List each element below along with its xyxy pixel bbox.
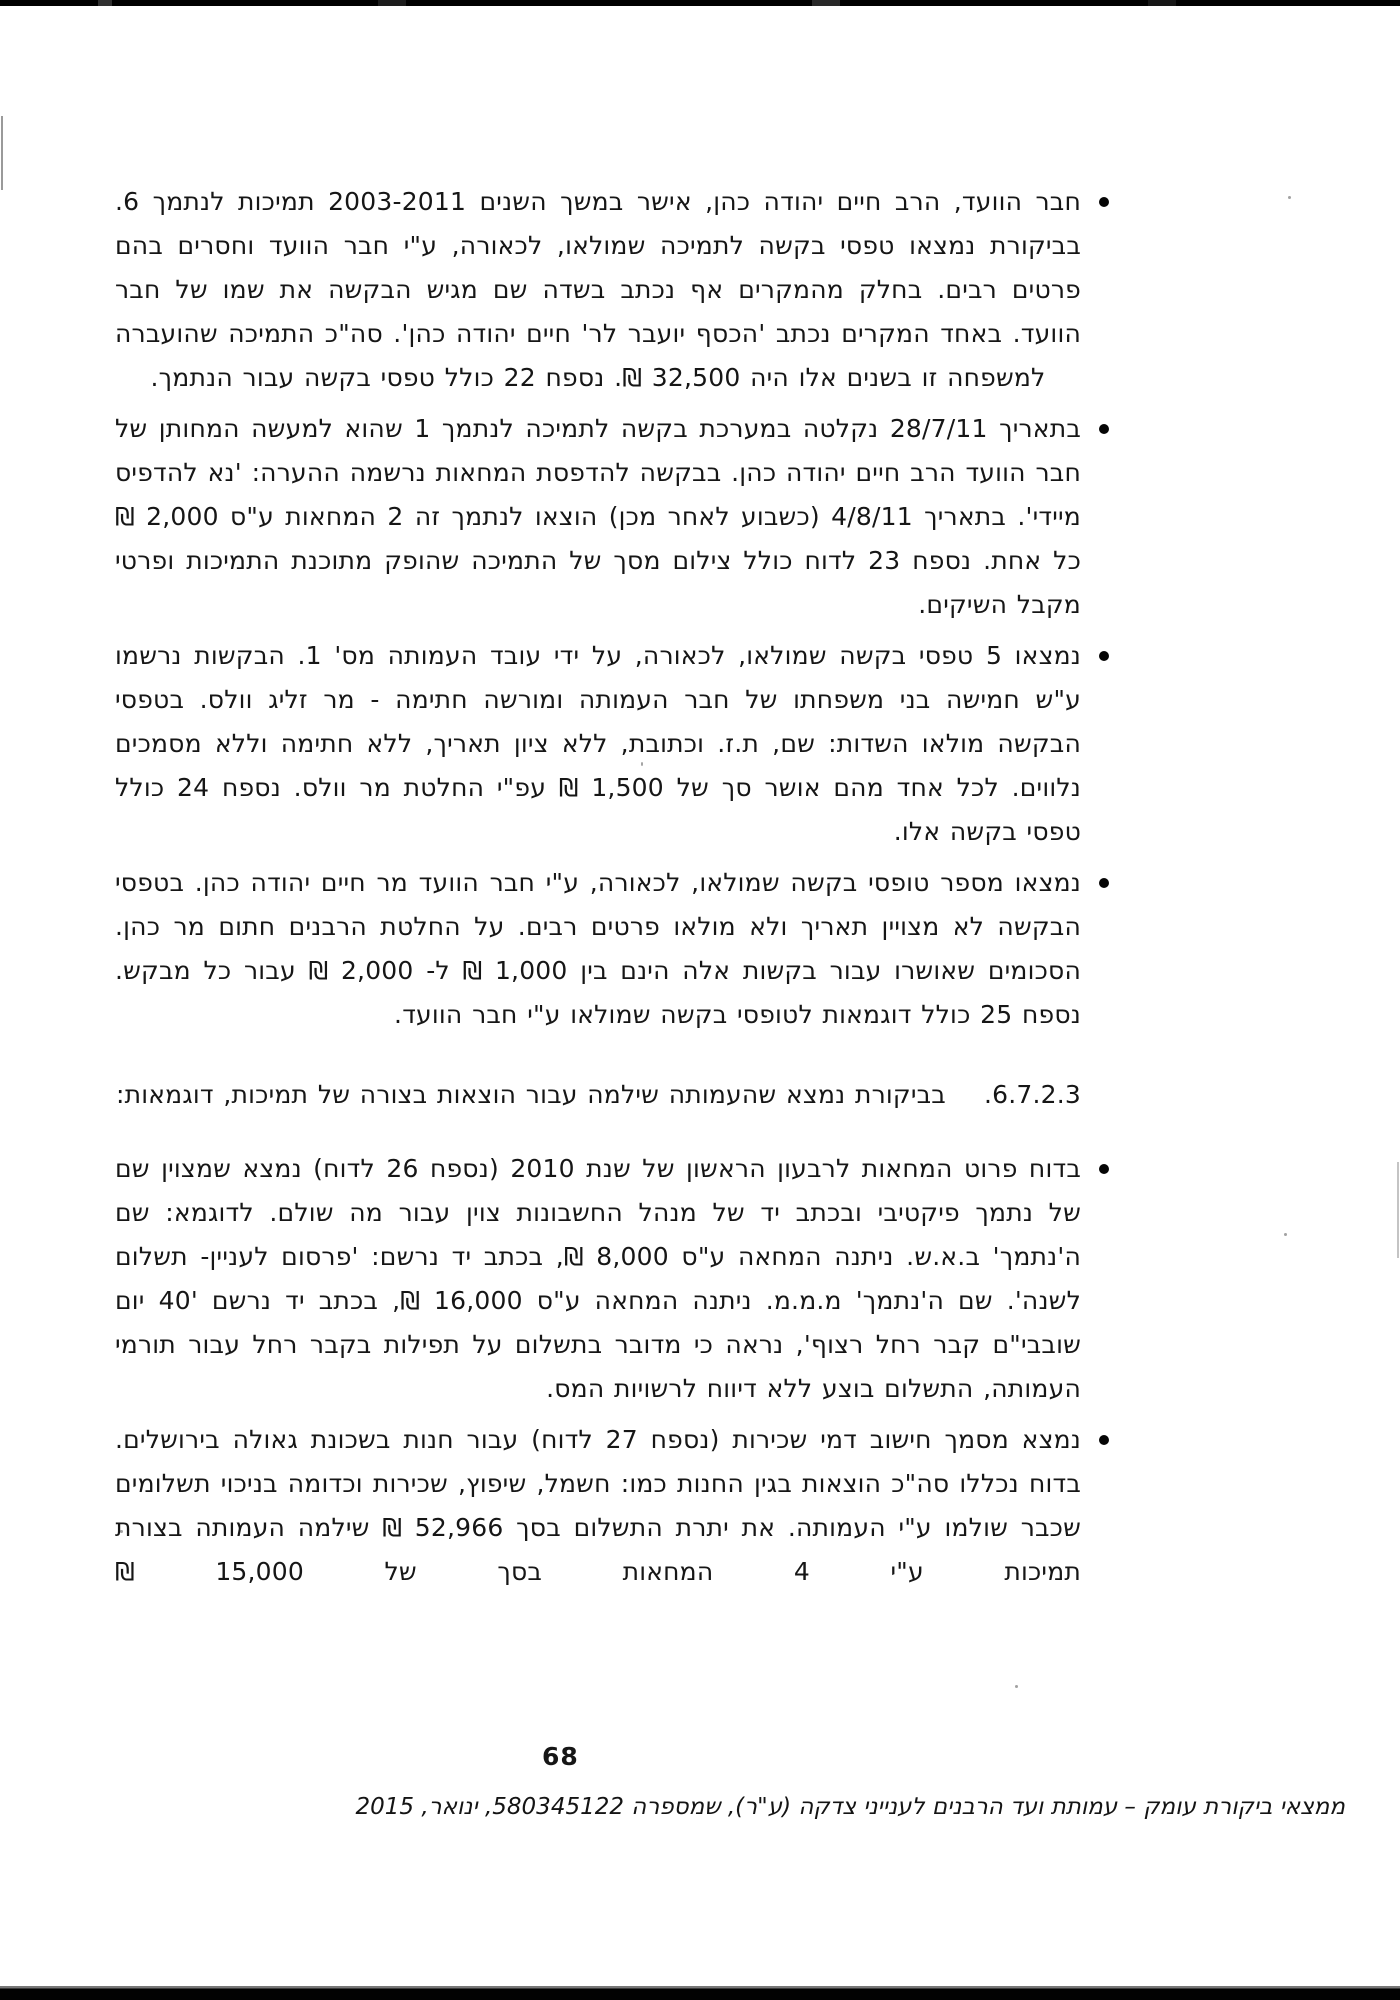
paragraph: נמצאו מספר טופסי בקשה שמולאו, לכאורה, ע"י חבר הוועד מר חיים יהודה כהן. בטפסי הבקשה לא מצויין תאריך ולא מולאו פרטים רבים. על החלטת הרבנים חתום מר כהן. הסכומים שאושרו עבור בקשות אלה הינם בין 1,000 ₪ ל- 2,000 ₪ עבור כל מבקש. נספח 25 כולל דוגמאות לטופסי בקשה שמולאו ע"י חבר הוועד.: [115, 868, 1081, 1029]
scan-artifact-top-edge: [0, 0, 1400, 6]
section-text: בביקורת נמצא שהעמותה שילמה עבור הוצאות בצורה של תמיכות, דוגמאות:: [116, 1080, 946, 1109]
paragraph: נמצא מסמך חישוב דמי שכירות (נספח 27 לדוח) עבור חנות בשכונת גאולה בירושלים. בדוח נכללו סה"כ הוצאות בגין החנות כמו: חשמל, שיפוץ, שכירות וכדומה בניכוי תשלומים שכבר שולמו ע"י העמותה. את יתרת התשלום בסך 52,966 ₪ שילמה העמותה בצורת תמיכות ע"י 4 המחאות בסך של 15,000 ₪: [115, 1425, 1082, 1586]
bullet-icon: [1099, 424, 1109, 434]
paragraph: נמצאו 5 טפסי בקשה שמולאו, לכאורה, על ידי עובד העמותה מס' 1. הבקשות נרשמו ע"ש חמישה בני משפחתו של חבר העמותה ומורשה חתימה - מר זליג וולס. בטפסי הבקשה מולאו השדות: שם, ת.ז. וכתובת, ללא ציון תאריך, ללא חתימה וללא מסמכים נלווים. לכל אחד מהם אושר סך של 1,500 ₪ עפ"י החלטת מר וולס. נספח 24 כולל טפסי בקשה אלו.: [115, 641, 1081, 846]
footer-line: ממצאי ביקורת עומק – עמותת ועד הרבנים לענייני צדקה (ע"ר), שמספרה 580345122, ינואר, 2015: [355, 1794, 1345, 1820]
section-number: 6.7.2.3.: [983, 1080, 1081, 1109]
bullet-icon: [1099, 651, 1109, 661]
page-number: 68: [542, 1742, 579, 1771]
scan-noise-dot: [1284, 1233, 1287, 1236]
bullet-item-committee-member-approvals: [115, 180, 1081, 400]
bullet-icon: [1099, 1164, 1109, 1174]
bullet-item-request-28-7-11: [115, 407, 1081, 627]
section-heading-6-7-2-3: [115, 1073, 1081, 1117]
bullet-icon: [1099, 1435, 1109, 1445]
paragraph: חבר הוועד, הרב חיים יהודה כהן, אישר במשך השנים 2003-2011 תמיכות לנתמך 6. בביקורת נמצאו טפסי בקשה לתמיכה שמולאו, לכאורה, ע"י חבר הוועד וחסרים בהם פרטים רבים. בחלק מהמקרים אף נכתב בשדה שם מגיש הבקשה את שמו של חבר הוועד. באחד המקרים נכתב 'הכסף יועבר לר' חיים יהודה כהן'. סה"כ התמיכה שהועברה למשפחה זו בשנים אלו היה 32,500 ₪. נספח 22 כולל טפסי בקשה עבור הנתמך.: [115, 187, 1081, 392]
bullet-item-five-forms: [115, 634, 1081, 854]
bullet-item-rent-calculation: [115, 1418, 1081, 1594]
paragraph: בתאריך 28/7/11 נקלטה במערכת בקשה לתמיכה לנתמך 1 שהוא למעשה המחותן של חבר הוועד הרב חיים יהודה כהן. בבקשה להדפסת המחאות נרשמה ההערה: 'נא להדפיס מיידי'. בתאריך 4/8/11 (כשבוע לאחר מכן) הוצאו לנתמך זה 2 המחאות ע"ס 2,000 ₪ כל אחת. נספח 23 לדוח כולל צילום מסך של התמיכה שהופק מתוכנת התמיכות ופרטי מקבל השיקים.: [115, 414, 1081, 619]
bullet-item-checks-report-2010: [115, 1147, 1081, 1411]
paragraph: בדוח פרוט המחאות לרבעון הראשון של שנת 2010 (נספח 26 לדוח) נמצא שמצוין שם של נתמך פיקטיבי ובכתב יד של מנהל החשבונות צוין עבור מה שולם. לדוגמא: שם ה'נתמך' ב.א.ש. ניתנה המחאה ע"ס 8,000 ₪, בכתב יד נרשם: 'פרסום לעניין- תשלום לשנה'. שם ה'נתמך' מ.מ.מ. ניתנה המחאה ע"ס 16,000 ₪, בכתב יד נרשם '40 יום שובבי"ם קבר רחל רצוף', נראה כי מדובר בתשלום על תפילות בקבר רחל עבור תורמי העמותה, התשלום בוצע ללא דיווח לרשויות המס.: [115, 1154, 1081, 1403]
document-body: [115, 180, 1081, 1601]
scan-artifact-bottom-edge: [0, 1986, 1400, 2000]
bullet-icon: [1099, 197, 1109, 207]
scan-artifact-left-mark: [1, 116, 3, 190]
scan-noise-dot: [1015, 1685, 1018, 1688]
scan-noise-dot: [1288, 196, 1291, 199]
scan-artifact-right-mark: [1397, 1162, 1399, 1258]
bullet-icon: [1099, 878, 1109, 888]
bullet-item-several-forms: [115, 861, 1081, 1037]
